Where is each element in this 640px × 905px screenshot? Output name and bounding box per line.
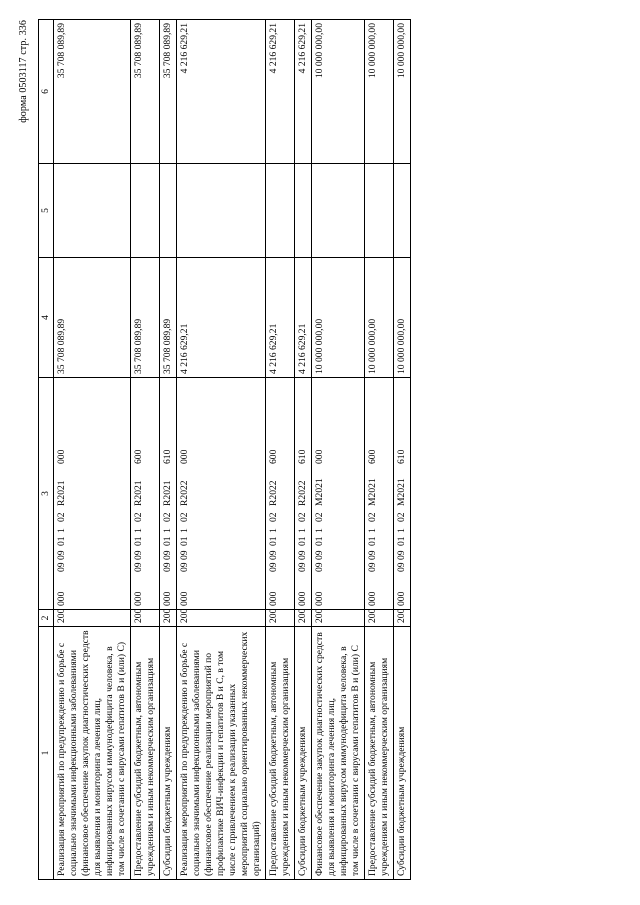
row-name: Предоставление субсидий бюджетным, автономным учреждениям и иным некоммерческим организациям bbox=[131, 627, 160, 880]
budget-code-part: 000 bbox=[56, 449, 67, 464]
row-col5-amount bbox=[266, 164, 295, 258]
budget-code-part: 000 bbox=[268, 591, 279, 606]
budget-code-part: 000 bbox=[367, 591, 378, 606]
row-col5-amount bbox=[365, 164, 394, 258]
budget-code-part: 02 bbox=[56, 512, 67, 522]
budget-code-part: M2021 bbox=[367, 478, 378, 506]
row-line-code: 200 bbox=[131, 610, 160, 627]
budget-code-part: 1 bbox=[56, 528, 67, 533]
budget-code-part: R2022 bbox=[297, 480, 308, 506]
budget-code-part: R2022 bbox=[268, 480, 279, 506]
row-budget-code bbox=[177, 378, 266, 610]
budget-code-part: 01 bbox=[162, 536, 173, 546]
budget-code-part: 1 bbox=[179, 528, 190, 533]
budget-code-part: 1 bbox=[367, 528, 378, 533]
budget-code-part: 000 bbox=[297, 591, 308, 606]
budget-code-part: 02 bbox=[367, 512, 378, 522]
header-row bbox=[39, 20, 54, 880]
budget-code-part: 09 bbox=[367, 550, 378, 560]
row-col5-amount bbox=[177, 164, 266, 258]
budget-code-part: 09 bbox=[56, 550, 67, 560]
budget-code-part: 000 bbox=[314, 591, 325, 606]
col-header: 2 bbox=[39, 610, 54, 627]
row-budget-code bbox=[394, 378, 411, 610]
row-executed-amount: 10 000 000,00 bbox=[312, 20, 365, 164]
budget-code-part: 01 bbox=[56, 536, 67, 546]
row-executed-amount: 4 216 629,21 bbox=[266, 20, 295, 164]
budget-code-part: 01 bbox=[314, 536, 325, 546]
budget-code-part: 1 bbox=[268, 528, 279, 533]
col-header: 1 bbox=[39, 627, 54, 880]
budget-code-part: 02 bbox=[133, 512, 144, 522]
budget-code-part: M2021 bbox=[314, 478, 325, 506]
row-col5-amount bbox=[295, 164, 312, 258]
budget-code-part: 02 bbox=[162, 512, 173, 522]
col-header: 6 bbox=[39, 20, 54, 164]
table-row bbox=[131, 20, 160, 880]
row-col5-amount bbox=[131, 164, 160, 258]
row-budget-code bbox=[160, 378, 177, 610]
budget-code-part: 1 bbox=[162, 528, 173, 533]
budget-code-part: 000 bbox=[314, 449, 325, 464]
row-budget-code bbox=[54, 378, 131, 610]
budget-code-part: 000 bbox=[162, 591, 173, 606]
budget-code-part: 09 bbox=[133, 550, 144, 560]
budget-code-part: 1 bbox=[314, 528, 325, 533]
budget-code-part: 09 bbox=[297, 550, 308, 560]
row-budget-code bbox=[266, 378, 295, 610]
row-approved-amount: 35 708 089,89 bbox=[131, 258, 160, 378]
budget-code-part: 09 bbox=[162, 562, 173, 572]
budget-code-part: 000 bbox=[396, 591, 407, 606]
budget-code-part: 600 bbox=[133, 449, 144, 464]
row-executed-amount: 10 000 000,00 bbox=[365, 20, 394, 164]
table-row bbox=[266, 20, 295, 880]
budget-code-part: 09 bbox=[268, 550, 279, 560]
row-col5-amount bbox=[54, 164, 131, 258]
budget-code-part: 1 bbox=[297, 528, 308, 533]
row-budget-code bbox=[312, 378, 365, 610]
budget-code-part: 09 bbox=[297, 562, 308, 572]
budget-code-part: 000 bbox=[179, 449, 190, 464]
rotated-page bbox=[18, 20, 598, 880]
budget-code-part: 09 bbox=[133, 562, 144, 572]
budget-code-part: 02 bbox=[268, 512, 279, 522]
row-approved-amount: 4 216 629,21 bbox=[295, 258, 312, 378]
budget-report-table bbox=[38, 19, 411, 880]
table-row bbox=[312, 20, 365, 880]
budget-code-part: R2021 bbox=[56, 480, 67, 506]
col-header: 3 bbox=[39, 378, 54, 610]
row-executed-amount: 4 216 629,21 bbox=[177, 20, 266, 164]
table-row bbox=[160, 20, 177, 880]
row-line-code: 200 bbox=[54, 610, 131, 627]
table-body bbox=[54, 20, 411, 880]
budget-code-part: 02 bbox=[314, 512, 325, 522]
row-line-code: 200 bbox=[312, 610, 365, 627]
row-executed-amount: 10 000 000,00 bbox=[394, 20, 411, 164]
col-header: 4 bbox=[39, 258, 54, 378]
form-label: форма 0503117 стр. 336 bbox=[18, 20, 29, 123]
budget-code-part: 09 bbox=[179, 562, 190, 572]
budget-code-part: 1 bbox=[133, 528, 144, 533]
row-line-code: 200 bbox=[394, 610, 411, 627]
budget-code-part: 09 bbox=[179, 550, 190, 560]
row-budget-code bbox=[131, 378, 160, 610]
budget-code-part: 610 bbox=[297, 449, 308, 464]
budget-code-part: 02 bbox=[396, 512, 407, 522]
budget-code-part: M2021 bbox=[396, 478, 407, 506]
row-line-code: 200 bbox=[295, 610, 312, 627]
row-name: Субсидии бюджетным учреждениям bbox=[394, 627, 411, 880]
row-approved-amount: 35 708 089,89 bbox=[160, 258, 177, 378]
budget-code-part: 09 bbox=[268, 562, 279, 572]
table-row bbox=[295, 20, 312, 880]
budget-code-part: 01 bbox=[268, 536, 279, 546]
row-executed-amount: 35 708 089,89 bbox=[54, 20, 131, 164]
budget-code-part: 09 bbox=[162, 550, 173, 560]
budget-code-part: 09 bbox=[396, 562, 407, 572]
budget-code-part: 000 bbox=[56, 591, 67, 606]
row-line-code: 200 bbox=[266, 610, 295, 627]
row-col5-amount bbox=[312, 164, 365, 258]
row-col5-amount bbox=[160, 164, 177, 258]
row-executed-amount: 35 708 089,89 bbox=[160, 20, 177, 164]
budget-code-part: 1 bbox=[396, 528, 407, 533]
row-line-code: 200 bbox=[177, 610, 266, 627]
budget-code-part: 000 bbox=[133, 591, 144, 606]
budget-code-part: R2022 bbox=[179, 480, 190, 506]
row-name: Предоставление субсидий бюджетным, автономным учреждениям и иным некоммерческим организациям bbox=[266, 627, 295, 880]
row-name: Реализация мероприятий по предупреждению и борьбе с социально значимыми инфекционными заболеваниями (финансовое обеспечение реализации мероприятий по профилактике ВИЧ-инфекции и гепатитов B и C, в том числе с привлечением к реализации указанных мероприятий социально ориентированных некоммерческих организаций) bbox=[177, 627, 266, 880]
row-approved-amount: 10 000 000,00 bbox=[312, 258, 365, 378]
row-approved-amount: 10 000 000,00 bbox=[394, 258, 411, 378]
budget-code-part: R2021 bbox=[162, 480, 173, 506]
budget-code-part: 09 bbox=[314, 562, 325, 572]
row-approved-amount: 4 216 629,21 bbox=[177, 258, 266, 378]
col-header: 5 bbox=[39, 164, 54, 258]
budget-code-part: 01 bbox=[133, 536, 144, 546]
budget-code-part: 02 bbox=[179, 512, 190, 522]
row-name: Предоставление субсидий бюджетным, автономным учреждениям и иным некоммерческим организациям bbox=[365, 627, 394, 880]
table-row bbox=[177, 20, 266, 880]
row-budget-code bbox=[365, 378, 394, 610]
budget-code-part: 600 bbox=[367, 449, 378, 464]
row-col5-amount bbox=[394, 164, 411, 258]
row-name: Субсидии бюджетным учреждениям bbox=[295, 627, 312, 880]
table-row bbox=[365, 20, 394, 880]
budget-code-part: 01 bbox=[179, 536, 190, 546]
table-row bbox=[394, 20, 411, 880]
row-executed-amount: 35 708 089,89 bbox=[131, 20, 160, 164]
budget-code-part: 02 bbox=[297, 512, 308, 522]
row-approved-amount: 4 216 629,21 bbox=[266, 258, 295, 378]
budget-code-part: R2021 bbox=[133, 480, 144, 506]
row-approved-amount: 10 000 000,00 bbox=[365, 258, 394, 378]
budget-code-part: 09 bbox=[56, 562, 67, 572]
budget-code-part: 01 bbox=[396, 536, 407, 546]
row-name: Реализация мероприятий по предупреждению и борьбе с социально значимыми инфекционными заболеваниями (финансовое обеспечение закупок диагностических средств для выявления и мониторинга лечения лиц, инфицированных вирусом иммунодефицита человека, в том числе в сочетании с вирусами гепатитов B и (или) C) bbox=[54, 627, 131, 880]
budget-code-part: 09 bbox=[396, 550, 407, 560]
budget-code-part: 01 bbox=[367, 536, 378, 546]
budget-code-part: 610 bbox=[396, 449, 407, 464]
row-executed-amount: 4 216 629,21 bbox=[295, 20, 312, 164]
budget-code-part: 09 bbox=[367, 562, 378, 572]
row-budget-code bbox=[295, 378, 312, 610]
row-line-code: 200 bbox=[160, 610, 177, 627]
budget-code-part: 01 bbox=[297, 536, 308, 546]
budget-code-part: 610 bbox=[162, 449, 173, 464]
budget-code-part: 09 bbox=[314, 550, 325, 560]
row-name: Субсидии бюджетным учреждениям bbox=[160, 627, 177, 880]
row-approved-amount: 35 708 089,89 bbox=[54, 258, 131, 378]
table-row bbox=[54, 20, 131, 880]
budget-code-part: 600 bbox=[268, 449, 279, 464]
row-name: Финансовое обеспечение закупок диагностических средств для выявления и мониторинга лечения лиц, инфицированных вирусом иммунодефицита человека, в том числе в сочетании с вирусами гепатитов B и (или) C bbox=[312, 627, 365, 880]
budget-code-part: 000 bbox=[179, 591, 190, 606]
row-line-code: 200 bbox=[365, 610, 394, 627]
